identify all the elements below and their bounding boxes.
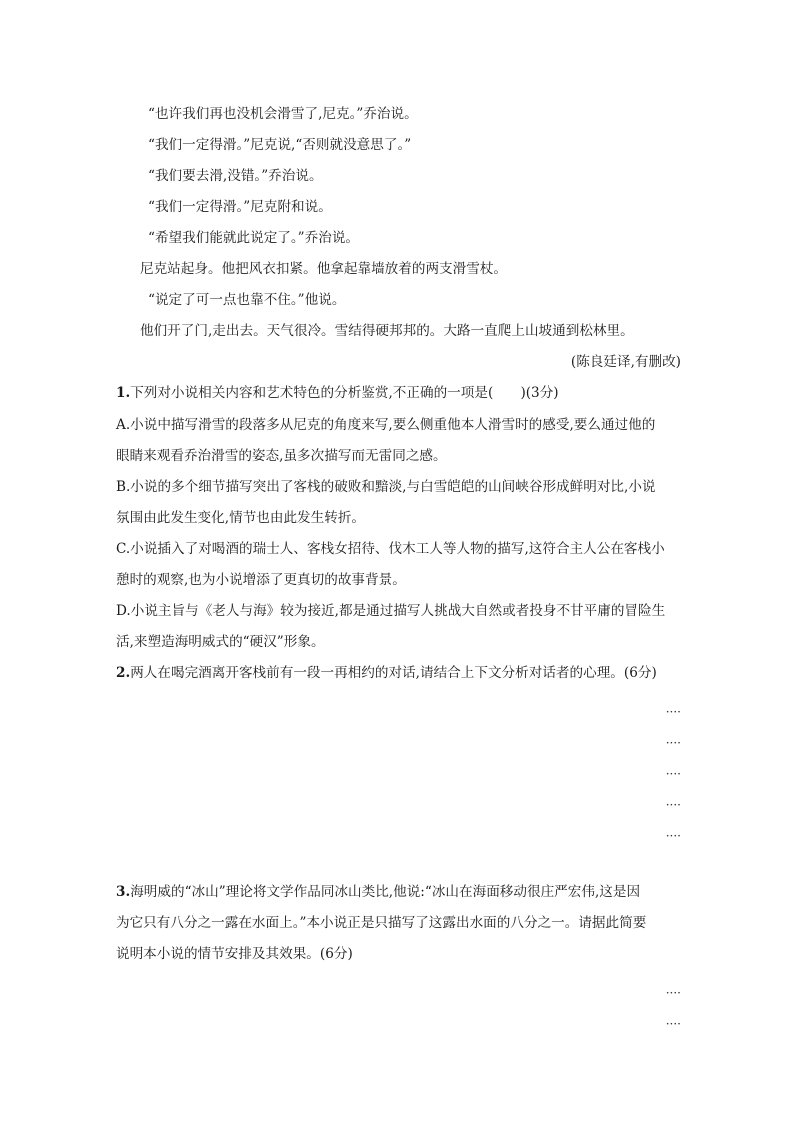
dialogue-line: “我们一定得滑。”尼克附和说。 [148,199,332,215]
option-d-line-1: D.小说主旨与《老人与海》较为接近,都是通过描写人挑战大自然或者投身不甘平庸的冒险生 [116,603,666,619]
question-3-line-1 [116,883,640,901]
question-text: 海明威的“冰山”理论将文学作品同冰山类比,他说:“冰山在海面移动很庄严宏伟,这是因 [130,884,641,900]
option-b-line-2: 氛围由此发生变化,情节也由此发生转折。 [116,510,366,526]
question-number: 1. [116,385,131,401]
answer-line[interactable]: ···· [665,798,681,812]
answer-line[interactable]: ···· [665,829,681,843]
dialogue-line: “我们一定得滑。”尼克说,“否则就没意思了。” [148,137,412,153]
question-text: 两人在喝完酒离开客栈前有一段一再相约的对话,请结合上下文分析对话者的心理。(6分) [130,665,657,681]
option-a-line-1: A.小说中描写滑雪的段落多从尼克的角度来写,要么侧重他本人滑雪时的感受,要么通过他的 [116,417,656,433]
question-3-line-2: 为它只有八分之一露在水面上。”本小说正是只描写了这露出水面的八分之一。请据此简要 [116,915,647,931]
option-c-line-1: C.小说插入了对喝酒的瑞士人、客栈女招待、伐木工人等人物的描写,这符合主人公在客栈小 [116,541,665,557]
narration-line: 尼克站起身。他把风衣扣紧。他拿起靠墙放着的两支滑雪杖。 [140,261,508,277]
option-b-line-1: B.小说的多个细节描写突出了客栈的破败和黯淡,与白雪皑皑的山间峡谷形成鲜明对比,小说 [116,479,656,495]
dialogue-line: “说定了可一点也靠不住。”他说。 [148,292,346,308]
dialogue-line: “也许我们再也没机会滑雪了,尼克。”乔治说。 [148,106,418,122]
question-1-stem [116,384,559,402]
narration-line: 他们开了门,走出去。天气很冷。雪结得硬邦邦的。大路一直爬上山坡通到松林里。 [140,323,634,339]
answer-line[interactable]: ···· [665,767,681,781]
answer-line[interactable]: ···· [665,705,681,719]
question-3-line-3: 说明本小说的情节安排及其效果。(6分) [116,946,353,962]
question-number: 2. [116,665,131,681]
question-number: 3. [116,884,131,900]
answer-line[interactable]: ···· [665,986,681,1000]
option-c-line-2: 憩时的观察,也为小说增添了更真切的故事背景。 [116,572,406,588]
answer-line[interactable]: ···· [665,1017,681,1031]
answer-line[interactable]: ···· [665,736,681,750]
source-attribution: (陈良廷译,有删改) [570,354,681,370]
option-a-line-2: 眼睛来观看乔治滑雪的姿态,虽多次描写而无雷同之感。 [116,448,447,464]
option-d-line-2: 活,来塑造海明威式的“硬汉”形象。 [116,634,325,650]
question-text: 下列对小说相关内容和艺术特色的分析鉴赏,不正确的一项是( )(3分) [130,385,559,401]
dialogue-line: “希望我们能就此说定了。”乔治说。 [148,230,360,246]
dialogue-line: “我们要去滑,没错。”乔治说。 [148,168,323,184]
question-2-stem [116,664,657,682]
